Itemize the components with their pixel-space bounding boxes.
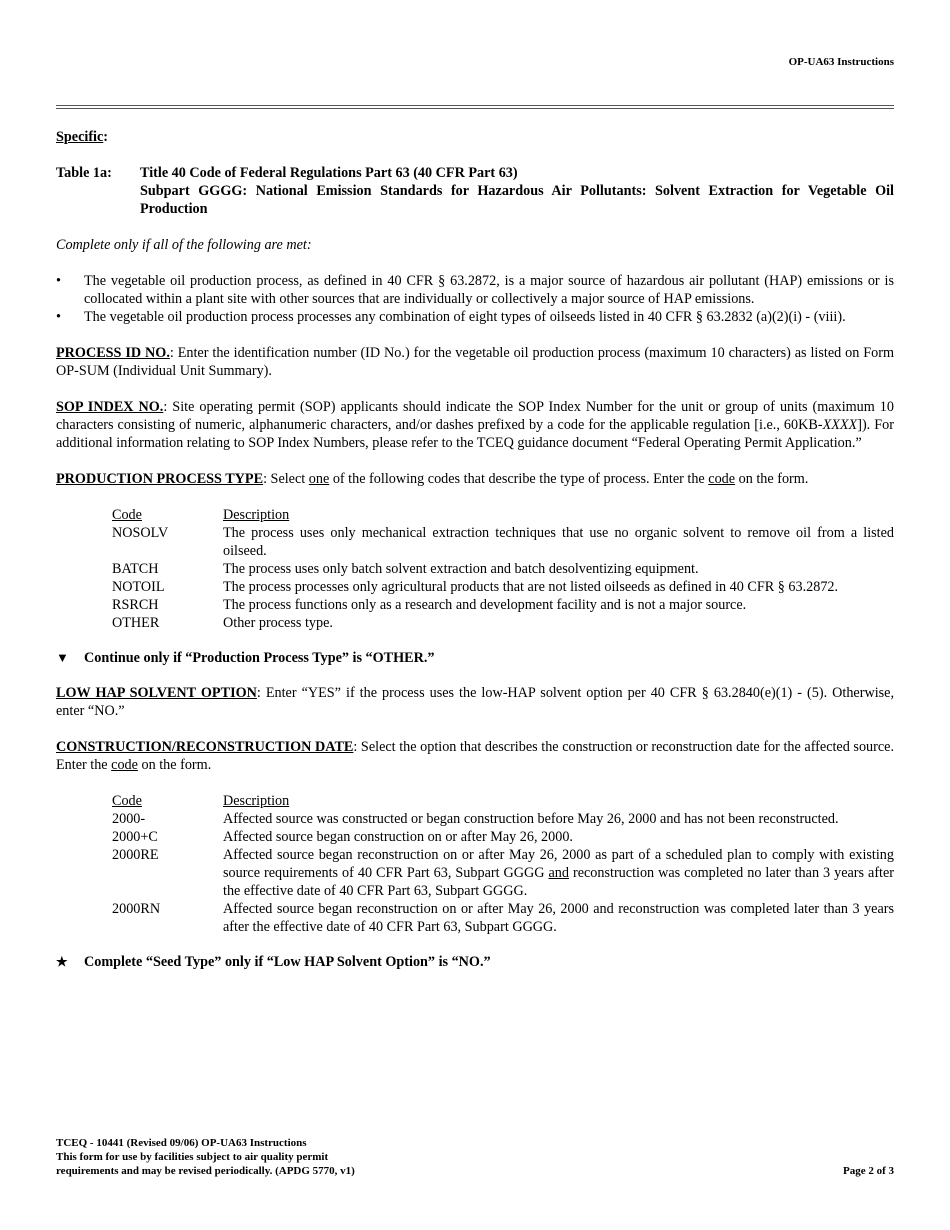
description-column-header: Description bbox=[223, 793, 290, 809]
section-colon: : bbox=[103, 129, 109, 145]
seed-type-note bbox=[56, 953, 894, 971]
production-type-label: PRODUCTION PROCESS TYPE bbox=[56, 471, 264, 487]
description-cell: The process functions only as a research and development facility and is not a major source. bbox=[223, 597, 747, 613]
criteria-list bbox=[56, 272, 894, 326]
low-hap-label: LOW HAP SOLVENT OPTION bbox=[56, 685, 257, 701]
description-cell: Other process type. bbox=[223, 615, 333, 631]
description-text: reconstruction was completed no later than 3 years after the effective date of 40 CFR Part 63, Subpart GGGG. bbox=[223, 865, 895, 899]
header-rule-bottom bbox=[56, 108, 894, 109]
star-icon: ★ bbox=[56, 954, 68, 969]
sop-index-text-b: ]). For additional information relating to SOP Index Numbers, please refer to the TCEQ guidance document “Federal Operating Permit Application.” bbox=[56, 417, 894, 451]
production-type-text-a: : Select bbox=[263, 471, 309, 487]
criteria-text: The vegetable oil production process, as defined in 40 CFR § 63.2872, is a major source of hazardous air pollutant (HAP) emissions or is collocated within a plant site with other sources that are individually or collectively a major source of HAP emissions. bbox=[84, 273, 894, 307]
description-cell: The process uses only batch solvent extraction and batch desolventizing equipment. bbox=[223, 561, 699, 577]
code-cell: NOTOIL bbox=[112, 579, 165, 595]
table-row bbox=[112, 828, 894, 846]
footer-line-2: This form for use by facilities subject to air quality permit bbox=[56, 1151, 329, 1163]
table-row bbox=[112, 614, 894, 632]
sop-index-placeholder: XXXX bbox=[822, 417, 858, 433]
process-id-label: PROCESS ID NO. bbox=[56, 345, 170, 361]
construction-text-a: : Select the option that describes the construction or reconstruction date for the affected source. Enter the bbox=[56, 739, 895, 773]
table-row bbox=[112, 596, 894, 614]
sop-index-label: SOP INDEX NO. bbox=[56, 399, 164, 415]
description-cell: The process uses only mechanical extraction techniques that use no organic solvent to remove oil from a listed oilseed. bbox=[223, 525, 894, 559]
description-cell bbox=[223, 828, 894, 846]
code-column-header: Code bbox=[112, 507, 142, 523]
table-header-row bbox=[112, 506, 894, 524]
sop-index-text-a: : Site operating permit (SOP) applicants should indicate the SOP Index Number for the unit or group of units (maximum 10 characters consisting of numeric, alphanumeric characters, and/or dashes prefixed by a code for the applicable regulation [i.e., 60KB- bbox=[56, 399, 894, 433]
code-column-header: Code bbox=[112, 793, 142, 809]
production-type-emphasis-code: code bbox=[708, 471, 736, 487]
code-cell: BATCH bbox=[112, 561, 159, 577]
description-text: Affected source began reconstruction on or after May 26, 2000 and reconstruction was completed later than 3 years after the effective date of 40 CFR Part 63, Subpart GGGG. bbox=[223, 901, 894, 935]
construction-emphasis-code: code bbox=[111, 757, 138, 773]
table-header-row bbox=[112, 792, 894, 810]
code-cell: 2000RN bbox=[112, 901, 161, 917]
intro-text: Complete only if all of the following are met: bbox=[56, 237, 312, 253]
table-row bbox=[112, 578, 894, 596]
process-id-paragraph bbox=[56, 344, 894, 380]
footer-line-1: TCEQ - 10441 (Revised 09/06) OP-UA63 Instructions bbox=[56, 1137, 307, 1149]
code-cell: 2000RE bbox=[112, 847, 159, 863]
production-type-codes-table bbox=[112, 506, 894, 632]
production-type-text-c: on the form. bbox=[735, 471, 809, 487]
footer-line-3: requirements and may be revised periodically. (APDG 5770, v1) bbox=[56, 1165, 355, 1177]
table-row bbox=[112, 900, 894, 936]
production-type-emphasis-one: one bbox=[308, 471, 330, 487]
page-number: Page 2 of 3 bbox=[842, 1165, 894, 1177]
code-cell: NOSOLV bbox=[112, 525, 169, 541]
code-cell: 2000+C bbox=[112, 829, 158, 845]
continue-note bbox=[56, 649, 894, 667]
continue-note-text: Continue only if “Production Process Type” is “OTHER.” bbox=[84, 650, 435, 666]
code-cell: OTHER bbox=[112, 615, 160, 631]
triangle-down-icon: ▼ bbox=[56, 650, 69, 665]
section-label: Specific bbox=[56, 129, 104, 145]
construction-paragraph bbox=[56, 738, 894, 774]
description-cell bbox=[223, 810, 894, 828]
code-cell: 2000- bbox=[112, 811, 146, 827]
table-title-line1: Title 40 Code of Federal Regulations Part 63 (40 CFR Part 63) bbox=[140, 165, 518, 181]
description-emphasis: and bbox=[548, 865, 569, 881]
footer-info bbox=[56, 1136, 355, 1178]
seed-type-note-text: Complete “Seed Type” only if “Low HAP Solvent Option” is “NO.” bbox=[84, 954, 491, 970]
table-row bbox=[112, 524, 894, 560]
production-type-text-b: of the following codes that describe the type of process. Enter the bbox=[329, 471, 709, 487]
construction-text-b: on the form. bbox=[137, 757, 212, 773]
description-cell: The process processes only agricultural products that are not listed oilseeds as defined in 40 CFR § 63.2872. bbox=[223, 579, 839, 595]
description-cell bbox=[223, 900, 894, 936]
header-rule-top bbox=[56, 105, 894, 106]
construction-label: CONSTRUCTION/RECONSTRUCTION DATE bbox=[56, 739, 354, 755]
table-title bbox=[56, 164, 894, 218]
list-item bbox=[56, 272, 894, 308]
description-column-header: Description bbox=[223, 507, 290, 523]
header-title: OP-UA63 Instructions bbox=[788, 56, 894, 68]
table-row bbox=[112, 560, 894, 578]
low-hap-text: : Enter “YES” if the process uses the low-HAP solvent option per 40 CFR § 63.2840(e)(1) - (5). Otherwise, enter “NO.” bbox=[56, 685, 894, 719]
bullet-icon: • bbox=[56, 309, 61, 325]
code-cell: RSRCH bbox=[112, 597, 159, 613]
criteria-text: The vegetable oil production process processes any combination of eight types of oilseeds listed in 40 CFR § 63.2832 (a)(2)(i) - (viii). bbox=[84, 309, 846, 325]
section-heading bbox=[56, 128, 894, 146]
process-id-text: : Enter the identification number (ID No.) for the vegetable oil production process (maximum 10 characters) as listed on Form OP-SUM (Individual Unit Summary). bbox=[56, 345, 894, 379]
table-row bbox=[112, 846, 894, 900]
bullet-icon: • bbox=[56, 273, 61, 289]
description-text: Affected source began construction on or after May 26, 2000. bbox=[223, 829, 573, 845]
low-hap-paragraph bbox=[56, 684, 894, 720]
list-item bbox=[56, 308, 894, 326]
table-row bbox=[112, 810, 894, 828]
table-label: Table 1a: bbox=[56, 165, 112, 181]
production-type-paragraph bbox=[56, 470, 894, 488]
main-content bbox=[56, 128, 894, 971]
description-text: Affected source began reconstruction on or after May 26, 2000 as part of a scheduled plan to comply with existing source requirements of 40 CFR Part 63, Subpart GGGG bbox=[223, 847, 894, 881]
description-text: Affected source was constructed or began construction before May 26, 2000 and has not been reconstructed. bbox=[223, 811, 839, 827]
description-cell bbox=[223, 846, 894, 900]
construction-codes-table bbox=[112, 792, 894, 936]
sop-index-paragraph bbox=[56, 398, 894, 452]
table-title-line2: Subpart GGGG: National Emission Standards for Hazardous Air Pollutants: Solvent Extraction for Vegetable Oil Production bbox=[140, 183, 894, 217]
